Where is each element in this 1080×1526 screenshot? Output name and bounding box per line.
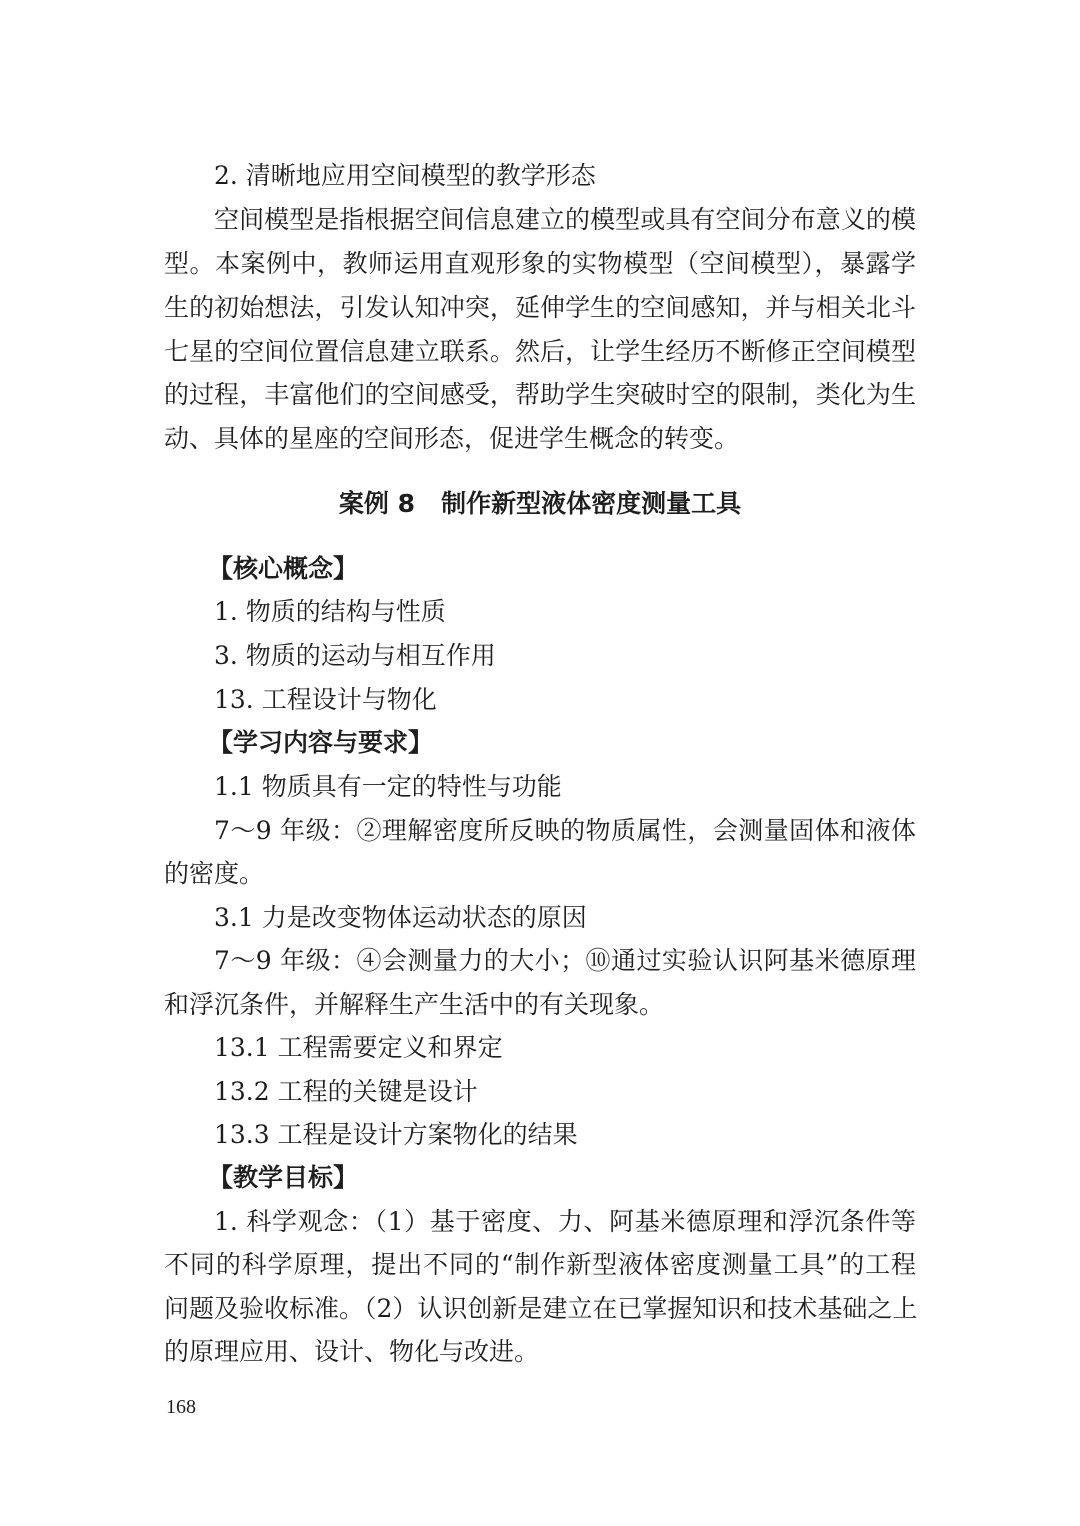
objective-line: 的原理应用、设计、物化与改进。 bbox=[164, 1337, 540, 1366]
learning-requirement-line: 7～9 年级：④会测量力的大小；⑩通过实验认识阿基米德原理 bbox=[214, 946, 916, 975]
section-heading: 2. 清晰地应用空间模型的教学形态 bbox=[214, 161, 596, 190]
core-concepts-label: 【核心概念】 bbox=[208, 554, 359, 583]
paragraph-line: 七星的空间位置信息建立联系。然后，让学生经历不断修正空间模型 bbox=[164, 337, 916, 366]
paragraph-line: 空间模型是指根据空间信息建立的模型或具有空间分布意义的模 bbox=[214, 205, 916, 234]
learning-item: 3.1 力是改变物体运动状态的原因 bbox=[214, 903, 587, 932]
objective-line: 1. 科学观念：（1）基于密度、力、阿基米德原理和浮沉条件等 bbox=[214, 1207, 916, 1236]
learning-label: 【学习内容与要求】 bbox=[208, 728, 434, 757]
learning-requirement-line: 和浮沉条件，并解释生产生活中的有关现象。 bbox=[164, 990, 665, 1019]
core-concept-item: 3. 物质的运动与相互作用 bbox=[214, 641, 496, 670]
learning-item: 13.2 工程的关键是设计 bbox=[214, 1077, 478, 1106]
paragraph-line: 生的初始想法，引发认知冲突，延伸学生的空间感知，并与相关北斗 bbox=[164, 293, 916, 322]
objective-line: 问题及验收标准。（2）认识创新是建立在已掌握知识和技术基础之上 bbox=[164, 1294, 918, 1323]
learning-item: 13.1 工程需要定义和界定 bbox=[214, 1033, 503, 1062]
learning-requirement-line: 的密度。 bbox=[164, 859, 265, 888]
paragraph-line: 型。本案例中，教师运用直观形象的实物模型（空间模型），暴露学 bbox=[164, 249, 916, 278]
objectives-label: 【教学目标】 bbox=[208, 1163, 359, 1192]
core-concept-item: 13. 工程设计与物化 bbox=[214, 685, 437, 714]
learning-requirement-line: 7～9 年级：②理解密度所反映的物质属性，会测量固体和液体 bbox=[214, 816, 916, 845]
paragraph-line: 的过程，丰富他们的空间感受，帮助学生突破时空的限制，类化为生 bbox=[164, 380, 916, 409]
paragraph-line: 动、具体的星座的空间形态，促进学生概念的转变。 bbox=[164, 424, 740, 453]
core-concept-item: 1. 物质的结构与性质 bbox=[214, 597, 446, 626]
case-title: 案例 8 制作新型液体密度测量工具 bbox=[338, 489, 742, 518]
objective-line: 不同的科学原理，提出不同的“制作新型液体密度测量工具”的工程 bbox=[164, 1250, 916, 1279]
learning-item: 1.1 物质具有一定的特性与功能 bbox=[214, 772, 562, 801]
page-number: 168 bbox=[166, 1396, 196, 1418]
learning-item: 13.3 工程是设计方案物化的结果 bbox=[214, 1120, 578, 1149]
